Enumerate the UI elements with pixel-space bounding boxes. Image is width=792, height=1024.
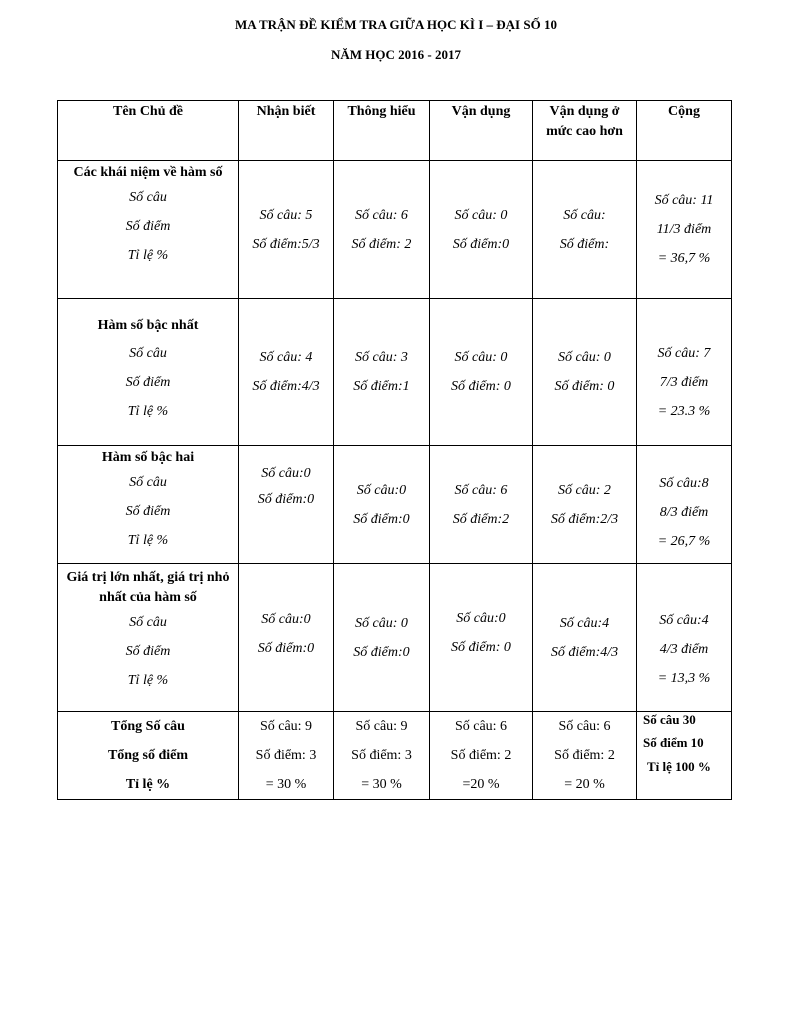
cell-thong-hieu: [334, 161, 430, 299]
cell-cong: [637, 564, 732, 712]
total-label-cell: [58, 712, 239, 800]
table-row: [58, 161, 732, 299]
cell-line: = 23.3 %: [657, 403, 711, 419]
header-van-dung-cao: Vận dụng ở mức cao hơn: [533, 101, 637, 161]
cell-line: Số điểm:0: [257, 640, 315, 656]
cell-line: Số điểm:: [559, 236, 610, 252]
cell-line: Số điểm: 0: [554, 379, 615, 394]
cell-cong: [637, 299, 732, 446]
topic-name: Hàm số bậc nhất: [97, 318, 199, 333]
cell-line: Số điểm:0: [353, 644, 410, 660]
cell-line: Số câu: 7: [657, 345, 711, 361]
cell-line: Số điểm:2/3: [550, 511, 619, 527]
document-subtitle: NĂM HỌC 2016 - 2017: [331, 47, 461, 62]
table-row: [58, 446, 732, 564]
cell-line: Số điểm: 2: [351, 236, 412, 252]
cell-line: Số điểm: 0: [451, 639, 511, 655]
cell-line: Số câu: 6: [454, 719, 508, 734]
total-van-dung: [430, 712, 533, 800]
total-thong-hieu: [334, 712, 430, 800]
matrix-table: [57, 100, 732, 800]
label-so-cau: Số câu: [129, 615, 167, 630]
cell-line: Số câu: 6: [558, 719, 611, 734]
label-so-cau: Số câu: [129, 475, 167, 490]
cell-line: Số câu: 9: [259, 719, 313, 734]
cell-line: = 26,7 %: [657, 534, 711, 549]
cell-line: Số điểm 10: [643, 735, 704, 750]
total-label-cau: Tổng Số câu: [111, 719, 185, 734]
cell-line: Số câu: 6: [454, 482, 508, 498]
cell-line: Số điểm:0: [452, 236, 510, 252]
total-van-dung-cao: [533, 712, 637, 800]
label-ti-le: Tỉ lệ %: [127, 404, 169, 419]
cell-cong: [637, 446, 732, 564]
cell-line: Tỉ lệ 100 %: [647, 759, 711, 774]
cell-line: Số câu: 0: [454, 207, 508, 223]
cell-nhan-biet: [239, 446, 334, 564]
label-so-diem: Số điểm: [125, 219, 171, 234]
cell-line: 4/3 điểm: [659, 642, 709, 657]
cell-line: = 20 %: [564, 777, 605, 792]
cell-line: Số câu: 5: [259, 207, 313, 223]
cell-line: Số câu: 6: [355, 207, 408, 223]
cell-line: Số câu: 3: [355, 350, 408, 365]
cell-line: Số câu: 4: [259, 350, 313, 365]
topic-name: Các khái niệm về hàm số: [73, 165, 223, 180]
cell-line: Số câu: 0: [454, 350, 508, 365]
label-ti-le: Tỉ lệ %: [127, 673, 169, 688]
cell-line: Số câu:8: [659, 476, 709, 491]
cell-van-dung-cao: [533, 299, 637, 446]
total-nhan-biet: [239, 712, 334, 800]
cell-van-dung: [430, 299, 533, 446]
cell-line: 11/3 điểm: [656, 222, 712, 237]
topic-name: Giá trị lớn nhất, giá trị nhỏ nhất của hàm số: [66, 570, 230, 605]
cell-line: Số câu: 0: [355, 615, 408, 631]
cell-line: =20 %: [462, 777, 500, 792]
document-title: MA TRẬN ĐỀ KIỂM TRA GIỮA HỌC KÌ I – ĐẠI SỐ 10: [235, 17, 557, 32]
cell-van-dung-cao: [533, 446, 637, 564]
cell-van-dung: [430, 564, 533, 712]
header-topic: Tên Chủ đề: [58, 101, 239, 161]
cell-line: Số câu:4: [559, 615, 610, 631]
cell-line: Số điểm:2: [452, 511, 510, 527]
table-row: [58, 299, 732, 446]
cell-line: Số câu:: [563, 207, 606, 223]
topic-name: Hàm số bậc hai: [101, 450, 195, 465]
cell-line: Số câu: 9: [355, 719, 408, 734]
topic-cell: [58, 446, 239, 564]
cell-van-dung-cao: [533, 564, 637, 712]
cell-nhan-biet: [239, 299, 334, 446]
label-so-diem: Số điểm: [125, 375, 171, 390]
cell-line: Số điểm: 3: [351, 748, 412, 763]
cell-nhan-biet: [239, 564, 334, 712]
cell-line: = 30 %: [265, 777, 307, 792]
topic-cell: [58, 161, 239, 299]
cell-line: Số điểm: 0: [451, 379, 511, 394]
cell-line: = 36,7 %: [657, 251, 711, 266]
topic-cell: [58, 299, 239, 446]
table-row: [58, 564, 732, 712]
cell-line: = 30 %: [361, 777, 402, 792]
total-label-diem: Tổng số điểm: [107, 748, 189, 763]
topic-cell: [58, 564, 239, 712]
cell-line: = 13,3 %: [657, 671, 711, 686]
cell-line: Số điểm:0: [353, 511, 410, 527]
cell-thong-hieu: [334, 446, 430, 564]
cell-thong-hieu: [334, 299, 430, 446]
cell-line: Số điểm: 2: [450, 748, 512, 763]
cell-line: Số câu: 0: [558, 350, 611, 365]
cell-nhan-biet: [239, 161, 334, 299]
cell-line: Số điểm: 2: [554, 748, 615, 763]
header-cong: Cộng: [637, 101, 732, 161]
cell-line: Số câu:0: [261, 466, 311, 481]
label-so-diem: Số điểm: [125, 504, 171, 519]
cell-line: Số điểm:4/3: [550, 644, 619, 660]
cell-line: Số điểm:1: [353, 379, 410, 394]
cell-line: 8/3 điểm: [659, 505, 709, 520]
label-so-cau: Số câu: [129, 190, 167, 205]
cell-line: Số điểm: 3: [255, 748, 317, 763]
total-row: [58, 712, 732, 800]
cell-line: Số câu: 11: [654, 193, 714, 208]
label-so-cau: Số câu: [129, 346, 167, 361]
total-label-tile: Tỉ lệ %: [125, 777, 171, 792]
cell-line: Số điểm:5/3: [252, 236, 320, 252]
cell-line: Số câu:4: [659, 613, 709, 628]
cell-thong-hieu: [334, 564, 430, 712]
label-so-diem: Số điểm: [125, 644, 171, 659]
header-nhan-biet: Nhận biết: [239, 101, 334, 161]
total-cong: [637, 712, 732, 800]
cell-line: 7/3 điểm: [659, 374, 709, 390]
cell-van-dung-cao: [533, 161, 637, 299]
cell-van-dung: [430, 446, 533, 564]
cell-van-dung: [430, 161, 533, 299]
cell-line: Số điểm:0: [257, 492, 315, 507]
header-row: [58, 101, 732, 161]
cell-cong: [637, 161, 732, 299]
cell-line: Số câu:0: [456, 610, 506, 626]
cell-line: Số câu:0: [356, 482, 407, 498]
header-van-dung: Vận dụng: [430, 101, 533, 161]
label-ti-le: Tỉ lệ %: [127, 533, 169, 548]
cell-line: Số câu:0: [261, 611, 311, 627]
header-thong-hieu: Thông hiểu: [334, 101, 430, 161]
cell-line: Số câu: 2: [558, 482, 611, 498]
label-ti-le: Tỉ lệ %: [127, 248, 169, 263]
cell-line: Số câu 30: [643, 712, 696, 727]
cell-line: Số điểm:4/3: [252, 379, 320, 394]
